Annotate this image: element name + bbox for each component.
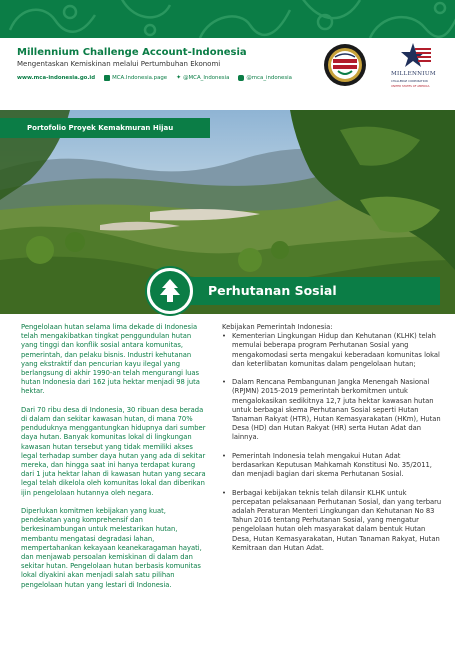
mca-indonesia-seal-logo xyxy=(323,43,367,87)
section-badge xyxy=(145,266,195,316)
mcc-title: MILLENNIUM xyxy=(391,71,436,77)
paragraph: Dari 70 ribu desa di Indonesia, 30 ribuan desa berada di dalam dan sekitar kawasan hutan, di mana 70% penduduknya menggantungkan hidupnya dari sumber daya hutan. Banyak komunitas lokal di lingkungan kawasan hutan tersebut yang tidak memiliki akses legal terhadap sumber daya hutan yang ada di sekitar mereka, dan hingga saat ini hanya terdapat kurang dari 1 juta hektar lahan di kawasan hutan yang secara legal telah dikelola oleh komunitas lokal dan diberikan ijin pengelolaan hutannya oleh negara. xyxy=(21,405,206,497)
instagram-link[interactable]: @mca_indonesia xyxy=(238,75,292,81)
facebook-link[interactable]: MCA.Indonesia.page xyxy=(104,75,167,81)
portfolio-label: Portofolio Proyek Kemakmuran Hijau xyxy=(0,118,210,138)
list-item: • Pemerintah Indonesia telah mengakui Hutan Adat berdasarkan Keputusan Mahkamah Konstitusi No. 35/2011, dan menjadi bagian dari skema Perhutanan Sosial. xyxy=(222,452,444,480)
twitter-link[interactable]: ✦ @MCA_Indonesia xyxy=(176,74,230,81)
paragraph: Pengelolaan hutan selama lima dekade di Indonesia telah mengakibatkan tingkat penggundulan hutan yang tinggi dan konflik sosial antara komunitas, pemerintah, dan pelaku bisnis. Industri kehutanan yang ekstraktif dan pencurian kayu ilegal yang berlangsung di akhir 1990-an telah mengurangi luas hutan Indonesia dari 162 juta hektar menjadi 98 juta hektar. xyxy=(21,323,200,396)
left-column xyxy=(21,323,207,599)
right-column xyxy=(222,323,444,562)
policy-list xyxy=(222,332,444,553)
ornament-swirls xyxy=(0,0,455,38)
policy-heading: Kebijakan Pemerintah Indonesia: xyxy=(222,323,333,331)
website-link[interactable]: www.mca-indonesia.go.id xyxy=(17,75,96,81)
social-links xyxy=(17,75,292,81)
instagram-icon xyxy=(238,75,244,81)
org-name: Millennium Challenge Account-Indonesia xyxy=(17,47,247,58)
mcc-subtitle: CHALLENGE CORPORATION xyxy=(391,79,428,83)
mcc-country: UNITED STATES OF AMERICA xyxy=(391,84,430,88)
top-decorative-band xyxy=(0,0,455,38)
org-tagline: Mengentaskan Kemiskinan melalui Pertumbuhan Ekonomi xyxy=(17,60,221,68)
mcc-star-emblem xyxy=(391,41,453,71)
header xyxy=(0,38,455,110)
facebook-icon xyxy=(104,75,110,81)
mcc-logo xyxy=(391,41,453,101)
list-item: • Kementerian Lingkungan Hidup dan Kehutanan (KLHK) telah memulai beberapa program Perhutanan Sosial yang mengakomodasi serta mengakui keberadaan komunitas lokal dan keterlibatan komunitas dalam pengelolaan hutan; xyxy=(222,332,444,369)
tree-icon xyxy=(159,278,181,304)
twitter-icon: ✦ xyxy=(176,74,182,81)
paragraph: Diperlukan komitmen kebijakan yang kuat, pendekatan yang komprehensif dan berkesinambungan untuk melestarikan hutan, membantu mengatasi degradasi lahan, mempertahankan kekayaan keanekaragaman hayati, dan menjawab persoalan kemiskinan di dalam dan sekitar hutan. Pengelolaan hutan berbasis komunitas lokal diyakini akan menjadi salah satu pilihan pengelolaan hutan yang lestari di Indonesia. xyxy=(21,507,202,589)
list-item: • Berbagai kebijakan teknis telah dilansir KLHK untuk percepatan pelaksanaan Perhutanan Sosial, dan yang terbaru adalah Peraturan Menteri Lingkungan dan Kehutanan No 83 Tahun 2016 tentang Perhutanan Sosial, yang mengatur pengelolaan hutan oleh masyarakat dalam bentuk Hutan Desa, Hutan Kemasyarakatan, Hutan Tanaman Rakyat, Hutan Kemitraan dan Hutan Adat. xyxy=(222,489,444,553)
section-title: Perhutanan Sosial xyxy=(208,283,337,298)
list-item: • Dalam Rencana Pembangunan Jangka Menengah Nasional (RPJMN) 2015-2019 pemerintah berkomitmen untuk mengalokasikan sedikitnya 12,7 juta hektar kawasan hutan untuk berbagai skema Perhutanan Sosial seperti Hutan Tanaman Rakyat (HTR), Hutan Kemasyarakatan (HKm), Hutan Desa (HD) dan Hutan Rakyat (HR) serta Hutan Adat dan lainnya. xyxy=(222,378,444,442)
